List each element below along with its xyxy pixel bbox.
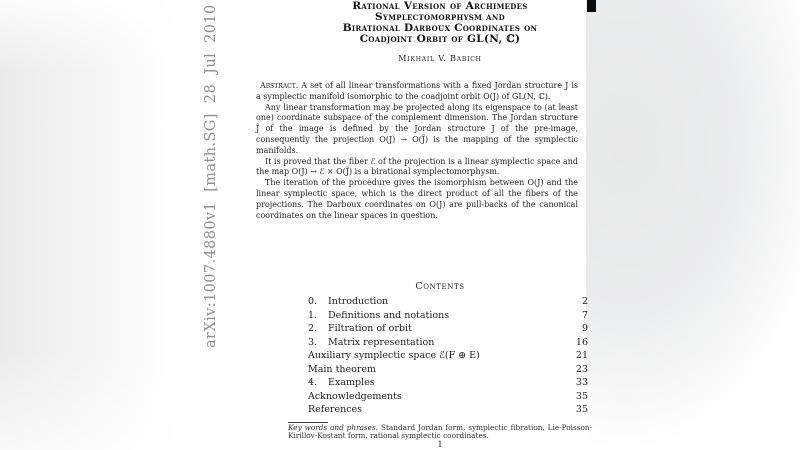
paper-title-line: Coadjoint Orbit of GL(N, ℂ) [359, 33, 521, 45]
right-margin-shade [586, 0, 800, 450]
paper-title-line: Symplectomorphysm and [375, 11, 505, 23]
toc-item-label: Filtration of orbit [328, 323, 412, 334]
toc-item-number: 3. [308, 336, 318, 348]
toc-item-label: Main theorem [308, 363, 377, 375]
toc-row [308, 309, 588, 323]
toc-list [308, 295, 588, 417]
toc-item-number: 1. [308, 309, 318, 321]
toc-row [308, 403, 588, 417]
toc-row [308, 336, 588, 350]
toc-item-label: Auxiliary symplectic space ℰ(F ⊕ E) [308, 350, 480, 361]
toc-item-page: 21 [575, 350, 588, 361]
toc-item-page: 35 [575, 404, 588, 415]
toc-leader-space [376, 363, 576, 377]
toc-item-label: Definitions and notations [328, 309, 450, 321]
abstract-label: Abstract. [260, 81, 299, 90]
footnote-text: Standard Jordan form, symplectic fibration, Lie-Poisson-Kirillov-Kostant form, rational symplectic coordinates. [288, 423, 592, 440]
toc-leader-space [480, 349, 576, 363]
toc-item-label: Introduction [328, 296, 389, 307]
toc-row [308, 295, 588, 309]
toc-item-number: 4. [308, 377, 318, 388]
abstract-paragraph: Abstract. A set of all linear transformations with a fixed Jordan structure J is a symplectic manifold isomorphic to the coadjoint orbit O(J) of GL(N, ℂ). [256, 81, 578, 101]
toc-item-page: 2 [581, 296, 588, 307]
contents-heading: Contents [415, 281, 465, 292]
toc-item-label: Matrix representation [328, 336, 435, 348]
toc-row [308, 322, 588, 336]
toc-item-page: 33 [575, 377, 588, 388]
abstract [256, 81, 578, 221]
paper-title-line: Rational Version of Archimedes [352, 0, 528, 12]
toc-item-label: Acknowledgements [308, 390, 402, 402]
toc-leader-space [434, 336, 576, 350]
toc-item-label: Examples [328, 377, 375, 388]
author-name: Mikhail V. Babich [398, 54, 482, 63]
toc-item-page: 23 [575, 363, 588, 375]
toc-item-label: References [308, 404, 363, 415]
abstract-paragraph: It is proved that the fiber ℰ of the projection is a linear symplectic space and the map O(J) → ℰ × O(J̃) is a birational symplectomorphysm. [256, 156, 578, 177]
left-margin-shade [0, 0, 178, 450]
toc-item-page: 16 [575, 336, 588, 348]
toc-row [308, 376, 588, 390]
abstract-paragraph: Any linear transformation may be projected along its eigenspace to (at least one) coordinate subspace of the complement dimension. The Jordan structure J̃ of the image is defined by the Jordan structure J of the pre-image, consequently the projection O(J) → O(J̃) is the mapping of the symplectic manifolds. [256, 102, 578, 155]
paper-title [190, 1, 690, 45]
toc-item-number: 0. [308, 296, 318, 307]
toc-item-page: 35 [575, 390, 588, 402]
page-number: 1 [437, 440, 443, 449]
toc-row [308, 363, 588, 377]
toc-leader-space [362, 403, 576, 417]
toc-row [308, 349, 588, 363]
toc-item-number: 2. [308, 323, 318, 334]
arxiv-stamp: arXiv:1007.4880v1 [math.SG] 28 Jul 2010 [203, 4, 219, 348]
footnote-lead: Key words and phrases. [288, 423, 379, 432]
abstract-paragraph: The iteration of the procedure gives the isomorphism between O(J) and the linear symplectic space, which is the direct product of all the fibers of the projections. The Darboux coordinates on O(J) are pull-backs of the canonical coordinates on the linear spaces in question. [256, 178, 578, 220]
footnote [288, 424, 592, 439]
toc-leader-space [388, 295, 582, 309]
toc-leader-space [449, 309, 582, 323]
paper-title-line: Birational Darboux Coordinates on [342, 22, 538, 34]
toc-item-page: 9 [581, 323, 588, 334]
toc-leader-space [412, 322, 582, 336]
toc-item-page: 7 [581, 309, 588, 321]
toc-leader-space [375, 376, 576, 390]
toc-row [308, 390, 588, 404]
toc-leader-space [402, 390, 576, 404]
